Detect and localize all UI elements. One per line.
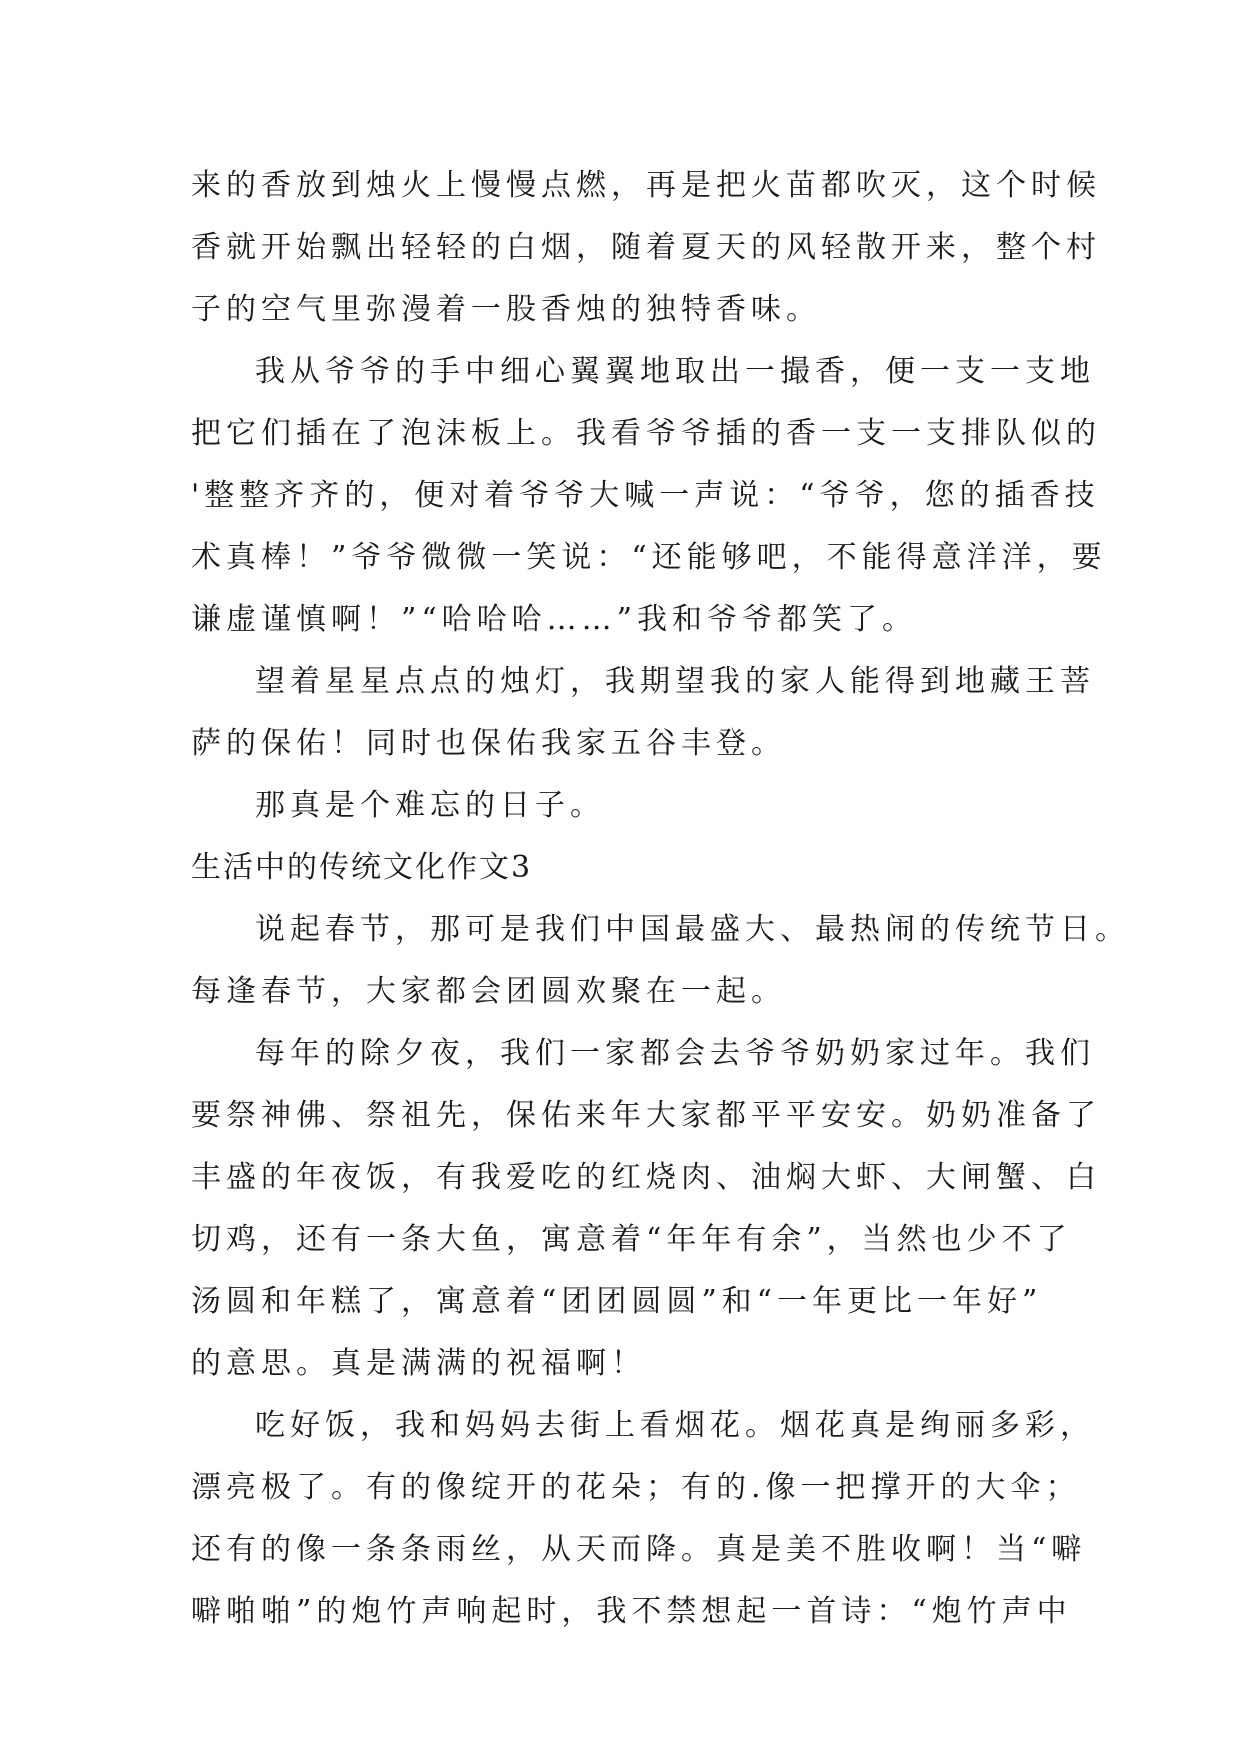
text-line: 的意思。真是满满的祝福啊！ <box>191 1346 646 1381</box>
text-line: 来的香放到烛火上慢慢点燃，再是把火苗都吹灭，这个时候 <box>191 168 1101 203</box>
text-line: 香就开始飘出轻轻的白烟，随着夏天的风轻散开来，整个村 <box>191 230 1101 265</box>
text-line: '整整齐齐的，便对着爷爷大喊一声说：“爷爷，您的插香技 <box>191 478 1100 513</box>
essay-text <box>191 155 1130 1643</box>
text-line: 还有的像一条条雨丝，从天而降。真是美不胜收啊！当“噼 <box>191 1532 1087 1567</box>
section-heading: 生活中的传统文化作文3 <box>191 850 533 885</box>
text-line: 漂亮极了。有的像绽开的花朵；有的.像一把撑开的大伞； <box>191 1470 1081 1505</box>
text-line: 噼啪啪”的炮竹声响起时，我不禁想起一首诗：“炮竹声中 <box>191 1594 1072 1629</box>
text-line: 丰盛的年夜饭，有我爱吃的红烧肉、油焖大虾、大闸蟹、白 <box>191 1160 1101 1195</box>
text-line: 汤圆和年糕了，寓意着“团团圆圆”和“一年更比一年好” <box>191 1284 1043 1319</box>
text-line: 谦虚谨慎啊！”“哈哈哈……”我和爷爷都笑了。 <box>191 602 918 637</box>
paragraph-first-line: 吃好饭，我和妈妈去街上看烟花。烟花真是绚丽多彩， <box>255 1408 1095 1443</box>
text-line: 术真棒！”爷爷微微一笑说：“还能够吧，不能得意洋洋，要 <box>191 540 1107 575</box>
paragraph-first-line: 那真是个难忘的日子。 <box>255 788 605 823</box>
paragraph-first-line: 说起春节，那可是我们中国最盛大、最热闹的传统节日。 <box>255 912 1130 947</box>
paragraph-first-line: 望着星星点点的烛灯，我期望我的家人能得到地藏王菩 <box>255 664 1095 699</box>
text-line: 子的空气里弥漫着一股香烛的独特香味。 <box>191 292 821 327</box>
text-line: 切鸡，还有一条大鱼，寓意着“年年有余”，当然也少不了 <box>191 1222 1072 1257</box>
text-line: 每逢春节，大家都会团圆欢聚在一起。 <box>191 974 786 1009</box>
text-line: 萨的保佑！同时也保佑我家五谷丰登。 <box>191 726 786 761</box>
text-line: 要祭神佛、祭祖先，保佑来年大家都平平安安。奶奶准备了 <box>191 1098 1101 1133</box>
paragraph-first-line: 我从爷爷的手中细心翼翼地取出一撮香，便一支一支地 <box>255 354 1095 389</box>
paragraph-first-line: 每年的除夕夜，我们一家都会去爷爷奶奶家过年。我们 <box>255 1036 1095 1071</box>
text-line: 把它们插在了泡沫板上。我看爷爷插的香一支一支排队似的 <box>191 416 1101 451</box>
